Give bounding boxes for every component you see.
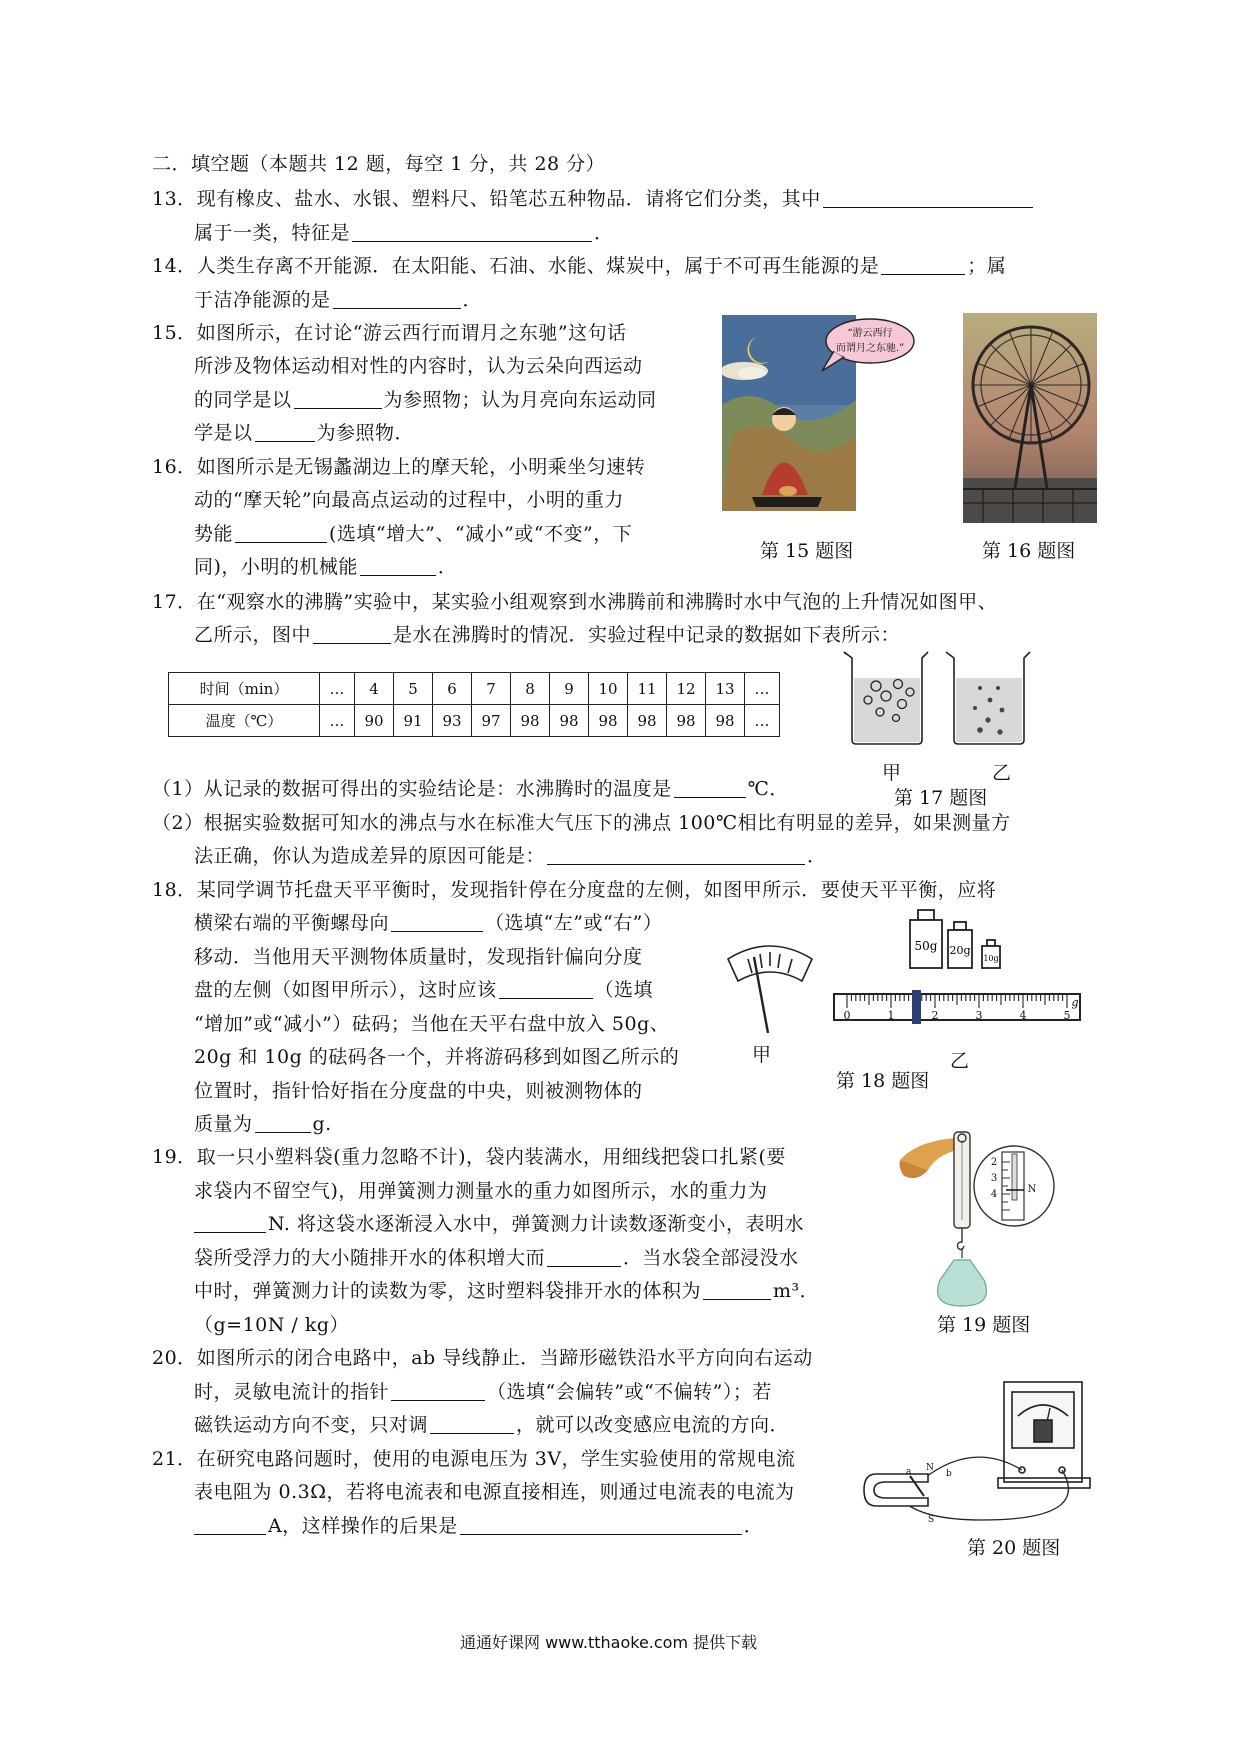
question-16-line-4 xyxy=(194,554,457,580)
wire-end-b: b xyxy=(946,1469,952,1479)
wire-end-a: a xyxy=(906,1467,912,1477)
table-cell: … xyxy=(320,705,355,737)
table-cell: 98 xyxy=(667,705,706,737)
question-text: （1）从记录的数据可得出的实验结论是：水沸腾时的温度是 xyxy=(152,778,672,800)
weight-label: 50g xyxy=(914,939,938,953)
table-row-temperature xyxy=(169,705,780,737)
question-text: 中时，弹簧测力计的读数为零，这时塑料袋排开水的体积为 xyxy=(194,1280,702,1302)
question-text: 如图所示，在讨论“游云西行而谓月之东驰”这句话 xyxy=(196,322,627,344)
question-18-line-4 xyxy=(194,977,653,1003)
scale-unit: g xyxy=(1071,996,1079,1009)
answer-blank[interactable] xyxy=(674,777,746,798)
answer-blank[interactable] xyxy=(703,1279,771,1300)
question-text: N. 将这袋水逐渐浸入水中，弹簧测力计读数逐渐变小，表明水 xyxy=(268,1213,804,1235)
spring-scale-water-bag xyxy=(898,1130,1058,1308)
question-20-line-1 xyxy=(152,1345,813,1371)
answer-blank[interactable] xyxy=(194,1212,266,1233)
question-text: ． xyxy=(437,556,458,578)
table-cell: 7 xyxy=(472,673,511,705)
question-text: 属于一类，特征是 xyxy=(194,222,351,244)
scale-tick-label: 4 xyxy=(1019,1009,1027,1022)
scale-tick-label: 3 xyxy=(975,1009,983,1022)
boiling-data-table xyxy=(168,672,780,737)
table-cell: 9 xyxy=(550,673,589,705)
question-text: 人类生存离不开能源．在太阳能、石油、水能、煤炭中，属于不可再生能源的是 xyxy=(196,255,880,277)
speech-bubble xyxy=(820,315,915,375)
scale-tick-label: 1 xyxy=(887,1009,895,1022)
table-cell: 4 xyxy=(355,673,394,705)
label-yi-18: 乙 xyxy=(950,1050,970,1072)
bubble-text-2: 而谓月之东驰.” xyxy=(835,343,905,354)
question-14-line-1 xyxy=(152,253,1006,279)
question-text: 为参照物；认为月亮向东运动同 xyxy=(383,389,657,411)
question-18-line-2 xyxy=(194,910,662,936)
question-text: ． xyxy=(594,222,614,244)
row-label-temperature: 温度（℃） xyxy=(169,705,320,737)
answer-blank[interactable] xyxy=(499,978,593,999)
scale-tick-label: 2 xyxy=(931,1009,939,1022)
weight-label: 10g xyxy=(983,954,999,963)
balance-pointer-dial xyxy=(722,935,818,1035)
table-row-time xyxy=(169,673,780,705)
question-text: 如图所示是无锡蠡湖边上的摩天轮，小明乘坐匀速转 xyxy=(196,456,646,478)
question-19-line-6: （g=10N / kg） xyxy=(194,1314,350,1336)
table-cell: 8 xyxy=(511,673,550,705)
question-text: 在“观察水的沸腾”实验中，某实验小组观察到水沸腾前和沸腾时水中气泡的上升情况如图甲、 xyxy=(196,591,998,613)
question-16-line-3 xyxy=(194,521,632,547)
question-18-line-5: “增加”或“减小”）砝码；当他在天平右盘中放入 50g、 xyxy=(194,1013,670,1035)
page-footer: 通通好课网 www.tthaoke.com 提供下载 xyxy=(460,1633,758,1652)
table-cell: 98 xyxy=(706,705,745,737)
question-text: ． xyxy=(743,1515,764,1537)
horseshoe-magnet xyxy=(864,1474,928,1506)
caption-fig-20: 第 20 题图 xyxy=(967,1537,1061,1559)
answer-blank[interactable] xyxy=(235,522,327,543)
question-19-line-3 xyxy=(194,1211,804,1237)
question-number: 14． xyxy=(152,255,197,277)
question-16-line-2: 动的“摩天轮”向最高点运动的过程中，小明的重力 xyxy=(194,489,624,511)
galvanometer xyxy=(998,1382,1090,1488)
answer-blank[interactable] xyxy=(460,1514,742,1535)
question-text: ．当水袋全部浸没水 xyxy=(623,1247,799,1269)
answer-blank[interactable] xyxy=(313,623,391,644)
answer-blank[interactable] xyxy=(823,187,1033,208)
magnet-pole-n: N xyxy=(926,1463,934,1473)
question-text: 取一只小塑料袋(重力忽略不计)，袋内装满水，用细线把袋口扎紧(要 xyxy=(196,1146,786,1168)
question-text: 现有橡皮、盐水、水银、塑料尺、铅笔芯五种物品．请将它们分类，其中 xyxy=(196,188,821,210)
table-cell: 97 xyxy=(472,705,511,737)
label-yi-17: 乙 xyxy=(992,762,1012,784)
question-text: 的同学是以 xyxy=(194,389,292,411)
question-number: 18． xyxy=(152,879,197,901)
scale-label: 2 xyxy=(990,1157,998,1168)
question-text: m³． xyxy=(773,1280,820,1302)
table-cell: 98 xyxy=(550,705,589,737)
table-cell: 6 xyxy=(433,673,472,705)
question-21-line-1 xyxy=(152,1446,796,1472)
weights-set xyxy=(908,904,1028,974)
caption-fig-18: 第 18 题图 xyxy=(836,1070,930,1092)
rider xyxy=(912,990,921,1024)
question-text: ；属 xyxy=(967,255,1007,277)
question-17-line-2 xyxy=(194,622,900,648)
question-18-line-6: 20g 和 10g 的砝码各一个，并将游码移到如图乙所示的 xyxy=(194,1046,680,1068)
question-16-line-1 xyxy=(152,454,645,480)
question-15-line-1 xyxy=(152,320,627,346)
question-18-line-7: 位置时，指针恰好指在分度盘的中央，则被测物体的 xyxy=(194,1080,643,1102)
table-cell: 98 xyxy=(511,705,550,737)
question-text: 质量为 xyxy=(194,1113,253,1135)
question-13-line-1 xyxy=(152,186,1035,212)
question-text: 如图所示的闭合电路中，ab 导线静止．当蹄形磁铁沿水平方向向右运动 xyxy=(196,1347,813,1369)
caption-fig-17: 第 17 题图 xyxy=(894,787,988,809)
answer-blank[interactable] xyxy=(360,555,436,576)
question-text: ℃． xyxy=(747,778,789,800)
question-18-line-1 xyxy=(152,877,996,903)
question-15-line-3 xyxy=(194,387,657,413)
answer-blank[interactable] xyxy=(255,1112,311,1133)
induction-circuit-diagram xyxy=(862,1380,1094,1528)
scale-label: 4 xyxy=(990,1189,998,1200)
question-14-line-2 xyxy=(194,287,482,313)
scale-tick-label: 5 xyxy=(1063,1009,1071,1022)
question-19-line-1 xyxy=(152,1144,786,1170)
question-number: 16． xyxy=(152,456,197,478)
question-text: g. xyxy=(312,1113,332,1135)
magnet-pole-s: S xyxy=(928,1515,935,1525)
question-text: 势能 xyxy=(194,523,234,545)
question-17-sub-2-line-2 xyxy=(194,843,827,869)
table-cell: 93 xyxy=(433,705,472,737)
weight-label: 20g xyxy=(949,944,971,957)
question-text: 为参照物． xyxy=(316,422,415,444)
question-text: 某同学调节托盘天平平衡时，发现指针停在分度盘的左侧，如图甲所示．要使天平平衡，应将 xyxy=(196,879,997,901)
table-cell: 90 xyxy=(355,705,394,737)
question-number: 15． xyxy=(152,322,197,344)
question-text: A，这样操作的后果是 xyxy=(268,1515,458,1537)
question-text: ． xyxy=(807,845,827,867)
question-number: 20． xyxy=(152,1347,197,1369)
beakers-boiling-diagram xyxy=(840,648,1040,748)
table-cell: 91 xyxy=(394,705,433,737)
answer-blank[interactable] xyxy=(333,288,461,309)
question-19-line-2: 求袋内不留空气)，用弹簧测力测量水的重力如图所示，水的重力为 xyxy=(194,1180,768,1202)
caption-fig-19: 第 19 题图 xyxy=(937,1314,1031,1336)
answer-blank[interactable] xyxy=(430,1413,514,1434)
rider-scale xyxy=(832,988,1084,1032)
question-18-line-8 xyxy=(194,1111,332,1137)
table-cell: … xyxy=(320,673,355,705)
question-text: 横梁右端的平衡螺母向 xyxy=(194,912,390,934)
question-number: 21． xyxy=(152,1448,197,1470)
question-number: 17． xyxy=(152,591,197,613)
table-cell: 98 xyxy=(589,705,628,737)
table-cell: 13 xyxy=(706,673,745,705)
question-text: ． xyxy=(462,289,483,311)
answer-blank[interactable] xyxy=(547,1246,621,1267)
table-cell: 10 xyxy=(589,673,628,705)
answer-blank[interactable] xyxy=(194,1514,266,1535)
question-text: 在研究电路问题时，使用的电源电压为 3V，学生实验使用的常规电流 xyxy=(196,1448,796,1470)
caption-fig-15: 第 15 题图 xyxy=(760,540,854,562)
question-21-line-3 xyxy=(194,1513,763,1539)
question-text: 磁铁运动方向不变，只对调 xyxy=(194,1414,429,1436)
question-17-sub-2-line-1: （2）根据实验数据可知水的沸点与水在标准大气压下的沸点 100℃相比有明显的差异，如果测量方 xyxy=(152,812,1011,834)
answer-blank[interactable] xyxy=(547,844,805,865)
label-jia-17: 甲 xyxy=(882,762,902,784)
question-text: (选填“增大”、“减小”或“不变”，下 xyxy=(329,523,633,545)
question-text: （选填 xyxy=(594,979,654,1001)
caption-fig-16: 第 16 题图 xyxy=(982,540,1076,562)
question-text: 是水在沸腾时的情况．实验过程中记录的数据如下表所示： xyxy=(393,624,901,646)
question-number: 19． xyxy=(152,1146,197,1168)
answer-blank[interactable] xyxy=(294,388,382,409)
answer-blank[interactable] xyxy=(881,254,965,275)
question-21-line-2: 表电阻为 0.3Ω，若将电流表和电源直接相连，则通过电流表的电流为 xyxy=(194,1481,795,1503)
answer-blank[interactable] xyxy=(255,421,315,442)
scale-tick-label: 0 xyxy=(843,1009,851,1022)
question-20-line-3 xyxy=(194,1412,789,1438)
question-text: 学是以 xyxy=(194,422,253,444)
table-cell: 11 xyxy=(628,673,667,705)
table-cell: … xyxy=(745,705,780,737)
question-text: 盘的左侧（如图甲所示），这时应该 xyxy=(194,979,497,1001)
question-text: 袋所受浮力的大小随排开水的体积增大而 xyxy=(194,1247,546,1269)
ferris-wheel-photo xyxy=(963,313,1097,523)
question-text: 同)，小明的机械能 xyxy=(194,556,358,578)
question-18-line-3: 移动．当他用天平测物体质量时，发现指针偏向分度 xyxy=(194,946,643,968)
question-19-line-5 xyxy=(194,1278,819,1304)
section-title: 二．填空题（本题共 12 题，每空 1 分，共 28 分） xyxy=(152,153,606,175)
scale-label: 3 xyxy=(990,1173,998,1184)
answer-blank[interactable] xyxy=(391,1380,485,1401)
row-label-time: 时间（min） xyxy=(169,673,320,705)
answer-blank[interactable] xyxy=(352,221,592,242)
question-17-line-1 xyxy=(152,589,997,615)
question-17-sub-1 xyxy=(152,776,789,802)
question-19-line-4 xyxy=(194,1245,799,1271)
table-cell: 98 xyxy=(628,705,667,737)
question-text: ，就可以改变感应电流的方向． xyxy=(516,1414,790,1436)
table-cell: … xyxy=(745,673,780,705)
question-text: （选填“左”或“右”） xyxy=(485,912,663,934)
question-text: 于洁净能源的是 xyxy=(194,289,331,311)
question-13-line-2 xyxy=(194,220,614,246)
question-text: 法正确，你认为造成差异的原因可能是： xyxy=(194,845,546,867)
scale-unit: N xyxy=(1027,1184,1037,1195)
question-15-line-2: 所涉及物体运动相对性的内容时，认为云朵向西运动 xyxy=(194,355,643,377)
bubble-text-1: “游云西行 xyxy=(847,328,893,339)
question-number: 13． xyxy=(152,188,197,210)
question-20-line-2 xyxy=(194,1379,772,1405)
question-text: 乙所示，图中 xyxy=(194,624,312,646)
answer-blank[interactable] xyxy=(391,911,483,932)
question-15-line-4 xyxy=(194,420,414,446)
table-cell: 12 xyxy=(667,673,706,705)
question-text: 时，灵敏电流计的指针 xyxy=(194,1381,390,1403)
question-text: （选填“会偏转”或“不偏转”）；若 xyxy=(487,1381,772,1403)
label-jia-18: 甲 xyxy=(752,1044,772,1066)
table-cell: 5 xyxy=(394,673,433,705)
